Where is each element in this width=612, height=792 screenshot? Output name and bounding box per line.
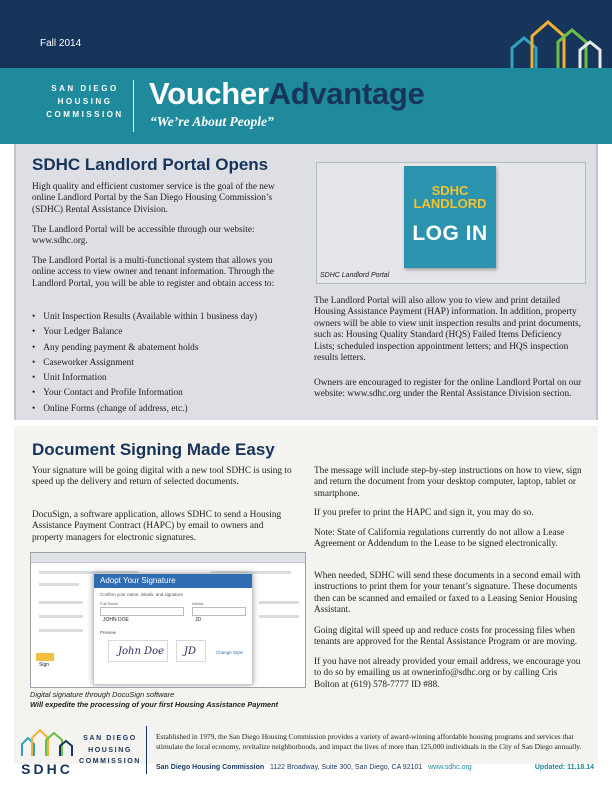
- house-skyline-icon: [510, 14, 602, 74]
- footer-address: San Diego Housing Commission 1122 Broadway, Suite 300, San Diego, CA 92101 www.sdhc.org: [156, 764, 472, 771]
- signing-intro-paragraph: Your signature will be going digital with a new tool SDHC is using to speed up the delivery and return of selected documents.: [32, 466, 292, 488]
- docusign-screenshot: [30, 552, 306, 688]
- footer-wordmark: SAN DIEGO HOUSING COMMISSION: [79, 735, 141, 766]
- list-item: • Any pending payment & abatement holds: [32, 341, 257, 356]
- list-item: • Unit Information: [32, 371, 257, 386]
- modal-title: Adopt Your Signature: [94, 574, 252, 588]
- landlord-login-button[interactable]: SDHC LANDLORD LOG IN: [404, 166, 496, 268]
- portal-feature-list: [32, 310, 257, 417]
- going-digital-paragraph: Going digital will speed up and reduce costs for processing files when tenants are approved for the Rental Assistance Program or are moving.: [314, 626, 578, 648]
- list-item: • Online Forms (change of address, etc.): [32, 402, 257, 417]
- portal-website-paragraph: The Landlord Portal will be accessible through our website: www.sdhc.org.: [32, 225, 255, 247]
- svg-text:SDHC: SDHC: [21, 761, 73, 777]
- print-option-paragraph: If you prefer to print the HAPC and sign it, you may do so.: [314, 508, 534, 518]
- logo-divider: [133, 80, 134, 132]
- landlord-portal-heading: SDHC Landlord Portal Opens: [32, 155, 269, 174]
- issue-season: Fall 2014: [40, 38, 82, 49]
- portal-register-paragraph: Owners are encouraged to register for the online Landlord Portal on our website: www.sdhc.org under the Rental Assistance Division section.: [314, 378, 582, 400]
- portal-intro-paragraph: High quality and efficient customer service is the goal of the new online Landlord Portal by the San Diego Housing Commission’s (SDHC) Rental Assistance Division.: [32, 182, 275, 215]
- state-note-paragraph: Note: State of California regulations currently do not allow a Lease Agreement or Addendum to the Lease to be signed electronically.: [314, 528, 565, 550]
- docusign-paragraph: DocuSign, a software application, allows SDHC to send a Housing Assistance Payment Contract (HAPC) by email to owners and property managers for electronic signatures.: [32, 510, 282, 543]
- change-style-link[interactable]: Change Style: [216, 650, 244, 655]
- full-name-input[interactable]: JOHN DOE: [100, 607, 184, 616]
- second-email-paragraph: When needed, SDHC will send these documents in a second email with instructions to print them for your tenant’s signature. These documents then can be scanned and emailed or faxed to a Leasing Senior Housing Assistant.: [314, 571, 581, 616]
- initials-input[interactable]: JD: [192, 607, 246, 616]
- sign-tab[interactable]: Sign: [36, 653, 54, 661]
- footer-divider: [146, 726, 147, 774]
- website-link[interactable]: www.sdhc.org: [428, 764, 472, 771]
- docusign-caption: Digital signature through DocuSign software Will expedite the processing of your first Housing Assistance Payment: [30, 690, 279, 709]
- email-request-paragraph: If you have not already provided your email address, we encourage you to do so by emailing us at ownerinfo@sdhc.org or by calling Cris Bolton at (619) 578-7777 ID #88.: [314, 657, 581, 690]
- document-signing-heading: Document Signing Made Easy: [32, 440, 275, 459]
- updated-date: Updated: 11.18.14: [534, 764, 594, 771]
- portal-image-caption: SDHC Landlord Portal: [320, 272, 390, 279]
- instructions-paragraph: The message will include step-by-step instructions on how to view, sign and return the document from your desktop computer, laptop, tablet or smartphone.: [314, 466, 582, 499]
- sdhc-wordmark: SAN DIEGO HOUSING COMMISSION: [46, 84, 124, 119]
- portal-hap-paragraph: The Landlord Portal will also allow you to view and print detailed Housing Assistance Payment (HAP) information. In addition, property owners will be able to view unit inspection results and print documents, such as: Housing Quality Standard (HQS) Failed Items Deficiency Lists; scheduled inspection appointment letters; and HQS inspection results letters.: [314, 296, 581, 364]
- list-item: • Your Ledger Balance: [32, 325, 257, 340]
- footer-about: Established in 1979, the San Diego Housing Commission provides a variety of award-winning affordable housing programs and services that stimulate the local economy, revitalize neighborhoods, and impact the lives of more than 125,000 individuals in the City of San Diego annually.: [156, 732, 582, 751]
- adopt-signature-modal: Adopt Your Signature Confirm your name, initials, and signature Full Name JOHN DOE Initials JD Preview John Doe JD Change Style: [93, 573, 253, 685]
- list-item: • Caseworker Assignment: [32, 356, 257, 371]
- list-item: • Your Contact and Profile Information: [32, 386, 257, 401]
- newsletter-title: VoucherAdvantage: [149, 76, 425, 111]
- sdhc-logo-icon: [20, 726, 74, 778]
- list-item: • Unit Inspection Results (Available within 1 business day): [32, 310, 257, 325]
- portal-access-paragraph: The Landlord Portal is a multi-functional system that allows you online access to view owner and tenant information. Through the Landlord Portal, you will be able to register and obtain access to:: [32, 256, 275, 289]
- newsletter-tagline: “We’re About People”: [150, 114, 274, 129]
- screenshot-toolbar: [31, 553, 306, 563]
